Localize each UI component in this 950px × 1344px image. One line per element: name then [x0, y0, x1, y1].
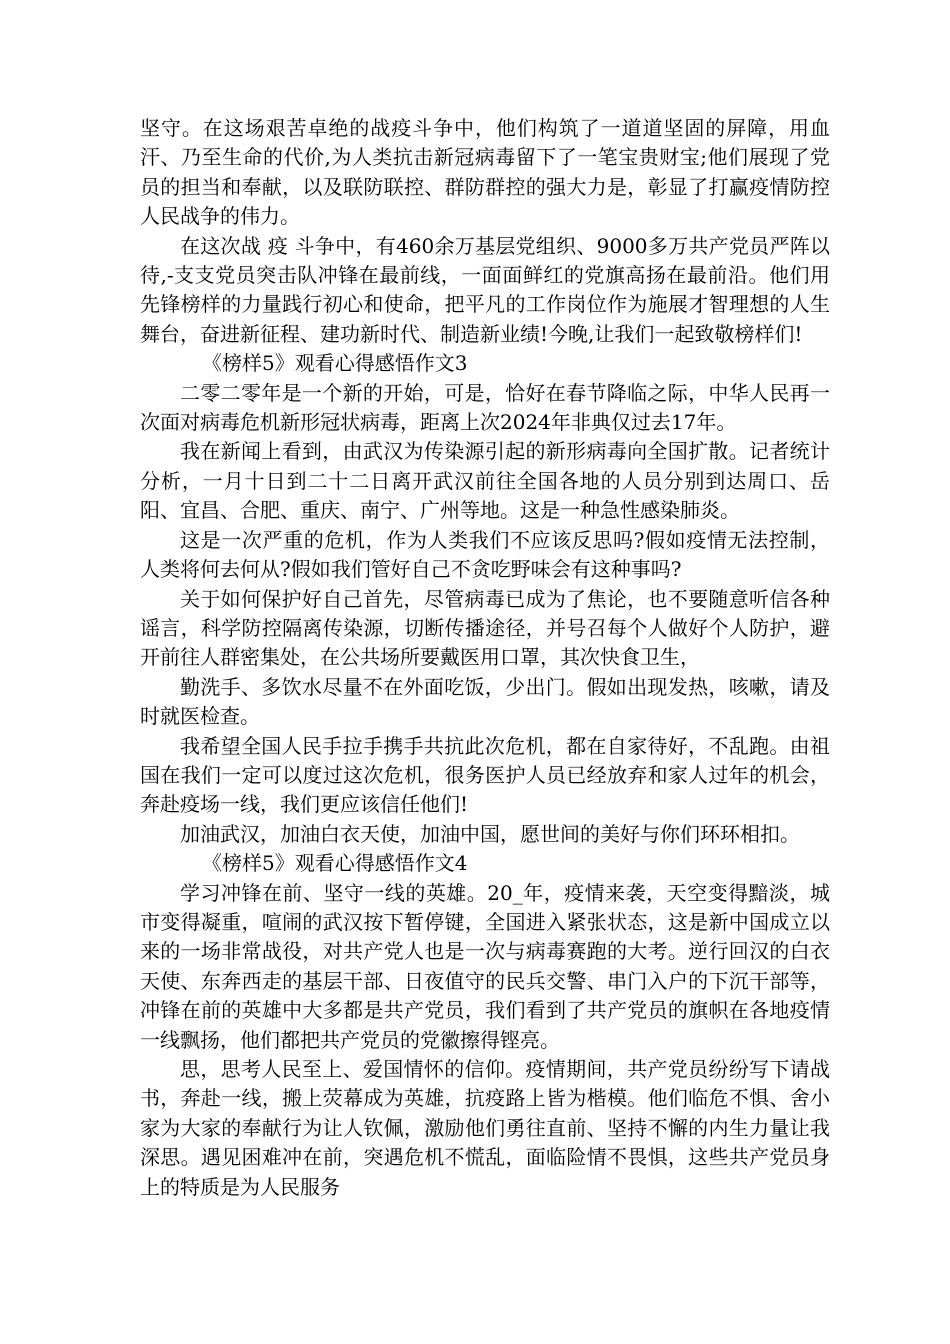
- paragraph-3: 二零二零年是一个新的开始，可是，恰好在春节降临之际，中华人民再一次面对病毒危机新形冠状病毒，距离上次2024年非典仅过去17年。: [140, 380, 830, 435]
- paragraph-6: 关于如何保护好自己首先，尽管病毒已成为了焦论，也不要随意听信各种谣言，科学防控隔离传染源，切断传播途径，并号召每个人做好个人防护，避开前往人群密集处，在公共场所要戴医用口罩，其次快食卫生，: [140, 586, 830, 670]
- document-page: [140, 114, 830, 1202]
- paragraph-9: 加油武汉，加油白衣天使，加油中国，愿世间的美好与你们环环相扣。: [180, 821, 800, 846]
- paragraph-10: 学习冲锋在前、坚守一线的英雄。20_年，疫情来袭，天空变得黯淡，城市变得凝重，喧闹的武汉按下暂停键，全国进入紧张状态，这是新中国成立以来的一场非常战役，对共产党人也是一次与病毒赛跑的大考。逆行回汉的白衣天使、东奔西走的基层干部、日夜值守的民兵交警、串门入户的下沉干部等，冲锋在前的英雄中大多都是共产党员，我们看到了共产党员的旗帜在各地疫情一线飘扬，他们都把共产党员的党徽擦得铿亮。: [140, 880, 830, 1052]
- paragraph-8: 我希望全国人民手拉手携手共抗此次危机，都在自家待好，不乱跑。由祖国在我们一定可以度过这次危机，很务医护人员已经放弃和家人过年的机会，奔赴疫场一线，我们更应该信任他们!: [140, 733, 830, 817]
- section-heading-3: 《榜样5》观看心得感悟作文3: [202, 351, 468, 376]
- paragraph-11: 思，思考人民至上、爱国情怀的信仰。疫情期间，共产党员纷纷写下请战书，奔赴一线，搬上荧幕成为英雄，抗疫路上皆为楷模。他们临危不惧、舍小家为大家的奉献行为让人钦佩，激励他们勇往直前、坚持不懈的内生力量让我深思。遇见困难冲在前，突遇危机不慌乱，面临险情不畏惧，这些共产党员身上的特质是为人民服务: [140, 1057, 830, 1199]
- paragraph-7: 勤洗手、多饮水尽量不在外面吃饭，少出门。假如出现发热，咳嗽，请及时就医检查。: [140, 674, 830, 729]
- paragraph-5: 这是一次严重的危机，作为人类我们不应该反思吗?假如疫情无法控制，人类将何去何从?假如我们管好自己不贪吃野味会有这种事吗?: [140, 527, 830, 582]
- paragraph-1: 坚守。在这场艰苦卓绝的战疫斗争中，他们构筑了一道道坚固的屏障，用血汗、乃至生命的代价,为人类抗击新冠病毒留下了一笔宝贵财宝;他们展现了党员的担当和奉献，以及联防联控、群防群控的强大力是，彰显了打赢疫情防控人民战争的伟力。: [140, 116, 830, 229]
- paragraph-4: 我在新闻上看到，由武汉为传染源引起的新形病毒向全国扩散。记者统计分析，一月十日到二十二日离开武汉前往全国各地的人员分别到达周口、岳阳、宜昌、合肥、重庆、南宁、广州等地。这是一种急性感染肺炎。: [140, 439, 830, 523]
- section-heading-4: 《榜样5》观看心得感悟作文4: [202, 851, 468, 876]
- paragraph-2: 在这次战 疫 斗争中，有460余万基层党组织、9000多万共产党员严阵以待,-支支党员突击队冲锋在最前线，一面面鲜红的党旗高扬在最前沿。他们用先锋榜样的力量践行初心和使命，把平凡的工作岗位作为施展才智理想的人生舞台，奋进新征程、建功新时代、制造新业绩!今晚,让我们一起致敬榜样们!: [140, 233, 830, 346]
